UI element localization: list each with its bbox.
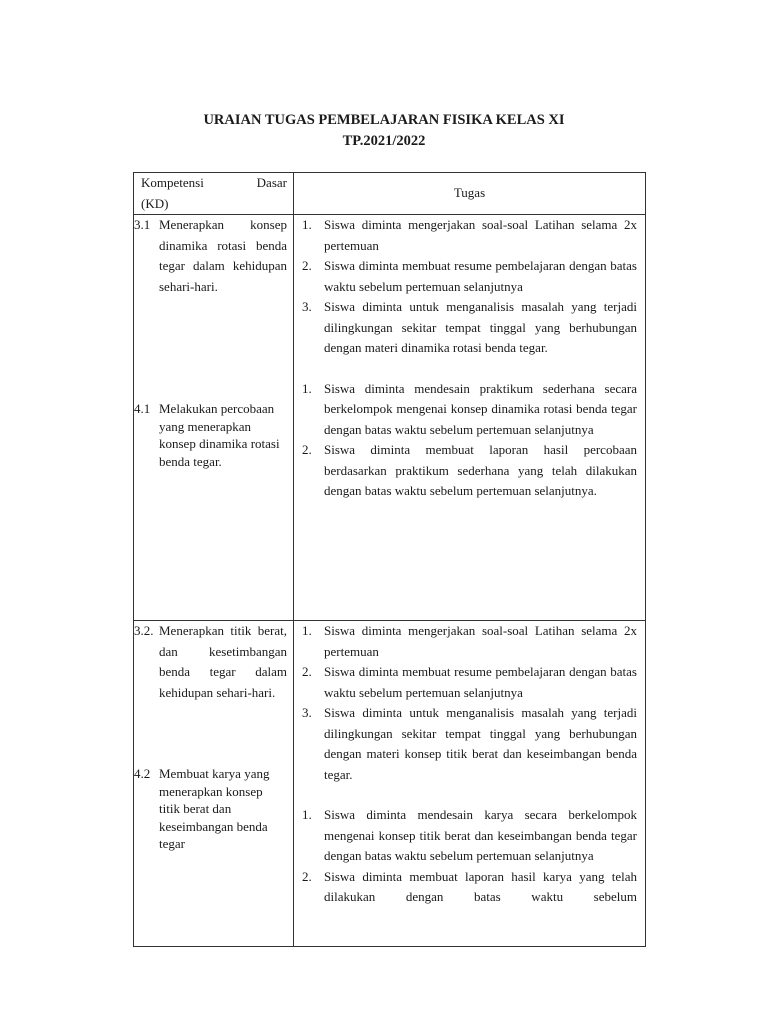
- kd-number: 4.1: [134, 401, 151, 416]
- tugas-cell: [294, 215, 646, 621]
- list-item: 1. Siswa diminta mendesain praktikum sederhana secara berkelompok mengenai konsep dinamika rotasi benda tegar dengan batas waktu sebelum pertemuan selanjutnya: [294, 379, 645, 441]
- header-kd-word-1: Kompetensi: [141, 175, 204, 190]
- list-item: 2. Siswa diminta membuat laporan hasil percobaan berdasarkan praktikum sederhana yang telah dilakukan dengan batas waktu sebelum pertemuan selanjutnya.: [294, 440, 645, 502]
- list-item: 1. Siswa diminta mendesain karya secara berkelompok mengenai konsep titik berat dan keseimbangan benda tegar dengan batas waktu sebelum pertemuan selanjutnya: [294, 805, 645, 867]
- header-kd-word-3: (KD): [141, 195, 169, 211]
- kd-item: [134, 400, 293, 470]
- kd-item: [134, 621, 293, 703]
- list-item: 2. Siswa diminta membuat resume pembelajaran dengan batas waktu sebelum pertemuan selanjutnya: [294, 256, 645, 297]
- kd-cell: [134, 621, 294, 947]
- list-item: 3. Siswa diminta untuk menganalisis masalah yang terjadi dilingkungan sekitar tempat tinggal yang berhubungan dengan materi konsep titik berat dan keseimbangan benda tegar.: [294, 703, 645, 785]
- header-tugas-cell: Tugas: [294, 173, 646, 215]
- list-item: 3. Siswa diminta untuk menganalisis masalah yang terjadi dilingkungan sekitar tempat tinggal yang berhubungan dengan materi dinamika rotasi benda tegar.: [294, 297, 645, 359]
- title-line-1: URAIAN TUGAS PEMBELAJARAN FISIKA KELAS XI: [203, 112, 565, 128]
- task-text: Siswa diminta mendesain praktikum sederhana secara berkelompok mengenai konsep dinamika rotasi benda tegar dengan batas waktu sebelum pertemuan selanjutnya: [324, 380, 637, 437]
- kd-description: Menerapkan konsep dinamika rotasi benda tegar dalam kehidupan sehari-hari.: [159, 217, 287, 294]
- kd-description: Membuat karya yang menerapkan konsep titik berat dan keseimbangan benda tegar: [159, 766, 270, 851]
- table-header-row: [134, 173, 646, 215]
- table-row: [134, 215, 646, 621]
- task-text: Siswa diminta untuk menganalisis masalah yang terjadi dilingkungan sekitar tempat tinggal yang berhubungan dengan materi dinamika rotasi benda tegar.: [324, 299, 637, 355]
- task-text: Siswa diminta membuat resume pembelajaran dengan batas waktu sebelum pertemuan selanjutnya: [324, 258, 637, 294]
- task-list: [294, 805, 645, 908]
- kd-description: Menerapkan titik berat, dan kesetimbangan benda tegar dalam kehidupan sehari-hari.: [159, 623, 287, 700]
- task-list: [294, 621, 645, 785]
- task-text: Siswa diminta membuat resume pembelajaran dengan batas waktu sebelum pertemuan selanjutnya: [324, 664, 637, 700]
- task-list: [294, 215, 645, 359]
- kd-number: 3.1: [134, 217, 151, 232]
- list-item: 2. Siswa diminta membuat resume pembelajaran dengan batas waktu sebelum pertemuan selanjutnya: [294, 662, 645, 703]
- task-text: Siswa diminta mendesain karya secara berkelompok mengenai konsep titik berat dan keseimbangan benda tegar dengan batas waktu sebelum pertemuan selanjutnya: [324, 807, 637, 863]
- header-kd-word-2: Dasar: [256, 175, 287, 190]
- document-title: [0, 110, 768, 152]
- task-text: Siswa diminta membuat laporan hasil percobaan berdasarkan praktikum sederhana yang telah dilakukan dengan batas waktu sebelum pertemuan selanjutnya.: [324, 442, 637, 498]
- kd-cell: [134, 215, 294, 621]
- task-list: [294, 379, 645, 502]
- title-line-2: TP.2021/2022: [342, 133, 426, 149]
- task-text: Siswa diminta untuk menganalisis masalah yang terjadi dilingkungan sekitar tempat tinggal yang berhubungan dengan materi konsep titik berat dan keseimbangan benda tegar.: [324, 705, 637, 782]
- kd-number: 3.2.: [134, 623, 154, 638]
- task-text: Siswa diminta mengerjakan soal-soal Latihan selama 2x pertemuan: [324, 217, 637, 253]
- kd-item: [134, 765, 293, 853]
- task-table: [133, 172, 646, 947]
- task-text: Siswa diminta mengerjakan soal-soal Latihan selama 2x pertemuan: [324, 623, 637, 659]
- list-item: 1. Siswa diminta mengerjakan soal-soal Latihan selama 2x pertemuan: [294, 215, 645, 256]
- tugas-cell: [294, 621, 646, 947]
- header-kd-cell: [134, 173, 294, 215]
- kd-number: 4.2: [134, 766, 151, 781]
- kd-description: Melakukan percobaan yang menerapkan konsep dinamika rotasi benda tegar.: [159, 401, 280, 469]
- list-item: 2. Siswa diminta membuat laporan hasil karya yang telah dilakukan dengan batas waktu sebelum: [294, 867, 645, 908]
- kd-item: [134, 215, 293, 297]
- table-row: [134, 621, 646, 947]
- list-item: 1. Siswa diminta mengerjakan soal-soal Latihan selama 2x pertemuan: [294, 621, 645, 662]
- task-text: Siswa diminta membuat laporan hasil karya yang telah dilakukan dengan batas waktu sebelum: [324, 868, 637, 904]
